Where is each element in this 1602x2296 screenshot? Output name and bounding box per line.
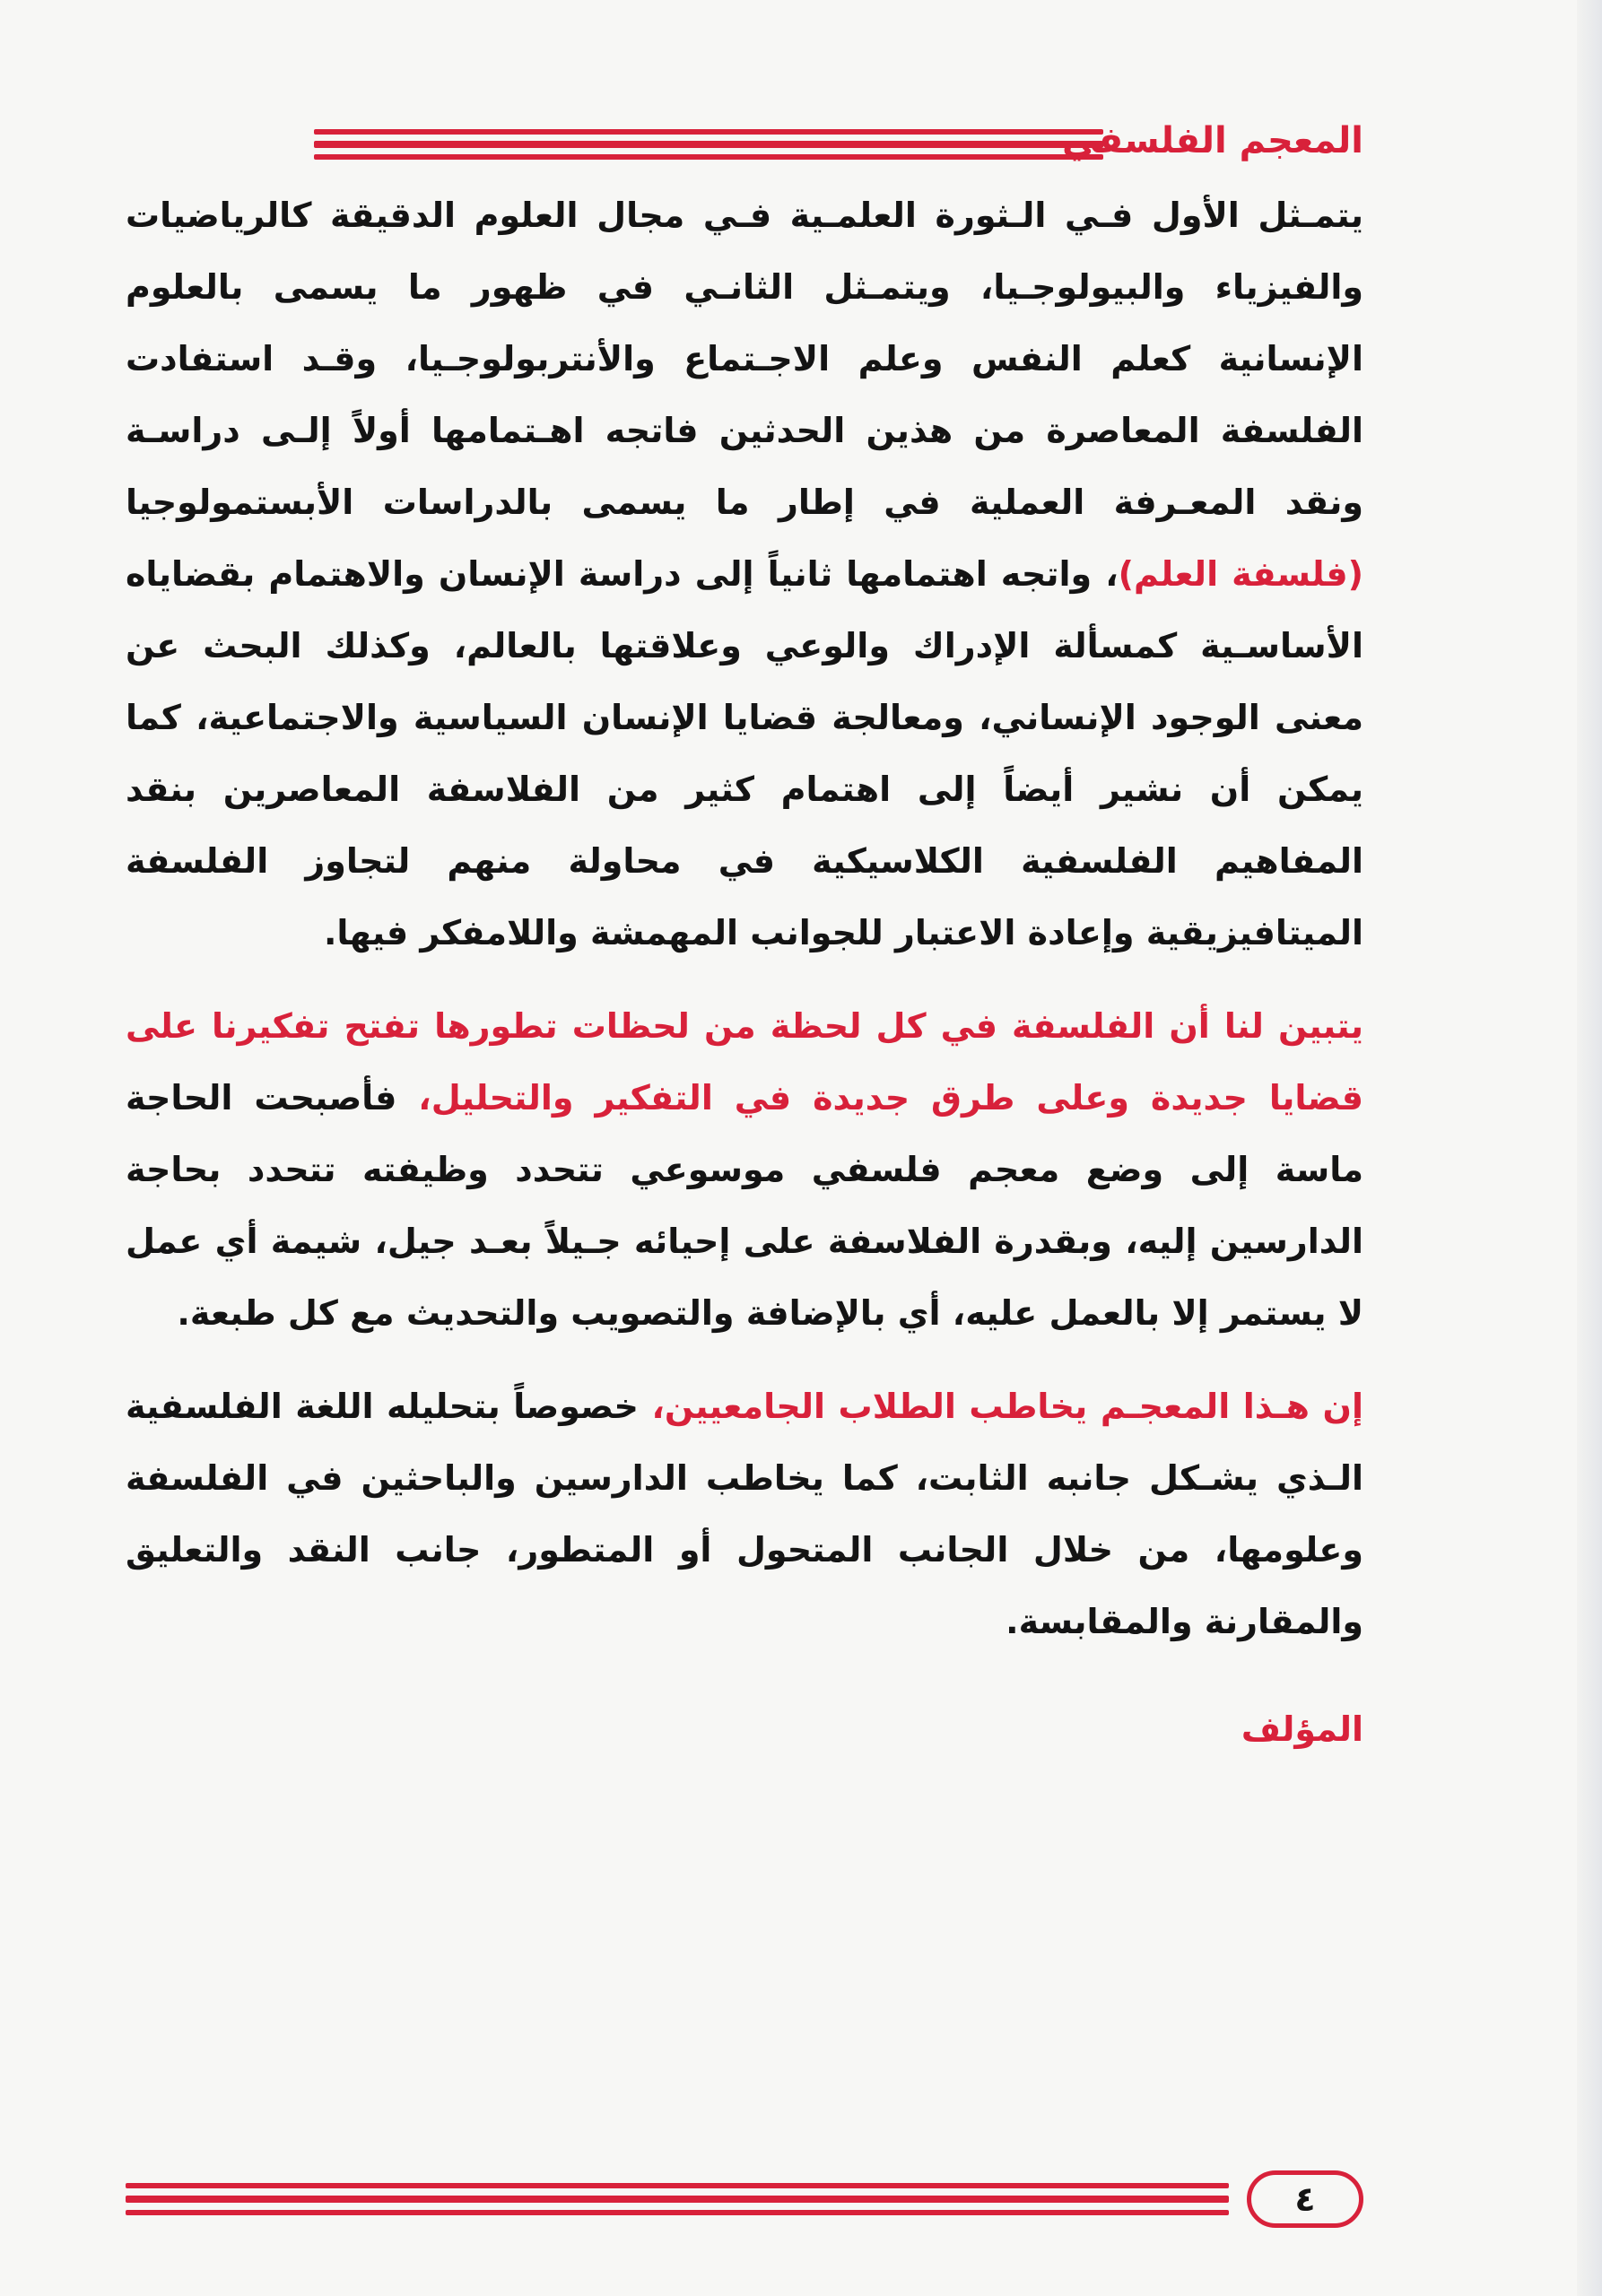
paragraph-3 bbox=[126, 1370, 1363, 1657]
header-rule bbox=[314, 129, 1103, 160]
page-footer bbox=[126, 2170, 1363, 2233]
page-edge-shadow bbox=[1577, 0, 1602, 2296]
paragraph-1 bbox=[126, 179, 1363, 969]
paragraph-2 bbox=[126, 990, 1363, 1349]
paragraph-1-segment-1: يتمـثل الأول فـي الـثورة العلمـية فـي مجال العلوم الدقيقة كالرياضيات والفيزياء والبيولوجـيا، ويتمـثل الثانـي في ظهور ما يسمى بالعلوم الإنسانية كعلم النفس وعلم الاجـتماع والأنتربولوجـيا، وقـد استفادت الفلسفة المعاصرة من هذين الحدثين فاتجه اهـتمامها أولاً إلـى دراسـة ونقد المعـرفة العملية في إطار ما يسمى بالدراسات الأبستمولوجيا bbox=[126, 196, 1363, 522]
paragraph-2-segment-2: فأصبحت الحاجة ماسة إلى وضع معجم فلسفي موسوعي تتحدد وظيفته تتحدد بحاجة الدارسين إليه، وبقدرة الفلاسفة على إحيائه جـيلاً بعـد جيل، شيمة أي عمل لا يستمر إلا بالعمل عليه، أي بالإضافة والتصويب والتحديث مع كل طبعة. bbox=[126, 1078, 1363, 1333]
paragraph-1-segment-3: ، واتجه اهتمامها ثانياً إلى دراسة الإنسان والاهتمام بقضاياه الأساسـية كمسألة الإدراك والوعي وعلاقتها بالعالم، وكذلك البحث عن معنى الوجود الإنساني، ومعالجة قضايا الإنسان السياسية والاجتماعية، كما يمكن أن نشير أيضاً إلى اهتمام كثير من الفلاسفة المعاصرين بنقد المفاهيم الفلسفية الكلاسيكية في محاولة منهم لتجاوز الفلسفة الميتافيزيقية وإعادة الاعتبار للجوانب المهمشة واللامفكر فيها. bbox=[126, 554, 1363, 952]
paragraph-1-segment-2-highlight: (فلسفة العلم) bbox=[1118, 554, 1363, 594]
paragraph-3-segment-1-highlight: إن هـذا المعجـم يخاطب الطلاب الجامعيين، bbox=[651, 1387, 1363, 1426]
footer-rule bbox=[126, 2183, 1229, 2219]
main-text bbox=[126, 179, 1363, 1765]
page-number: ٤ bbox=[1247, 2170, 1363, 2228]
page-header bbox=[126, 117, 1363, 170]
paragraph-2-segment-1-highlight: يتبين لنا أن الفلسفة في كل لحظة من لحظات تطورها تفتح تفكيرنا على قضايا جديدة وعلى طرق جديدة في التفكير والتحليل، bbox=[126, 1006, 1363, 1118]
author-signature: المؤلف bbox=[1241, 1709, 1363, 1749]
header-title: المعجم الفلسفي bbox=[1061, 120, 1363, 161]
paragraph-3-segment-2: خصوصاً بتحليله اللغة الفلسفية الـذي يشـكل جانبه الثابت، كما يخاطب الدارسين والباحثين في الفلسفة وعلومها، من خلال الجانب المتحول أو المتطور، جانب النقد والتعليق والمقارنة والمقابسة. bbox=[126, 1387, 1363, 1641]
